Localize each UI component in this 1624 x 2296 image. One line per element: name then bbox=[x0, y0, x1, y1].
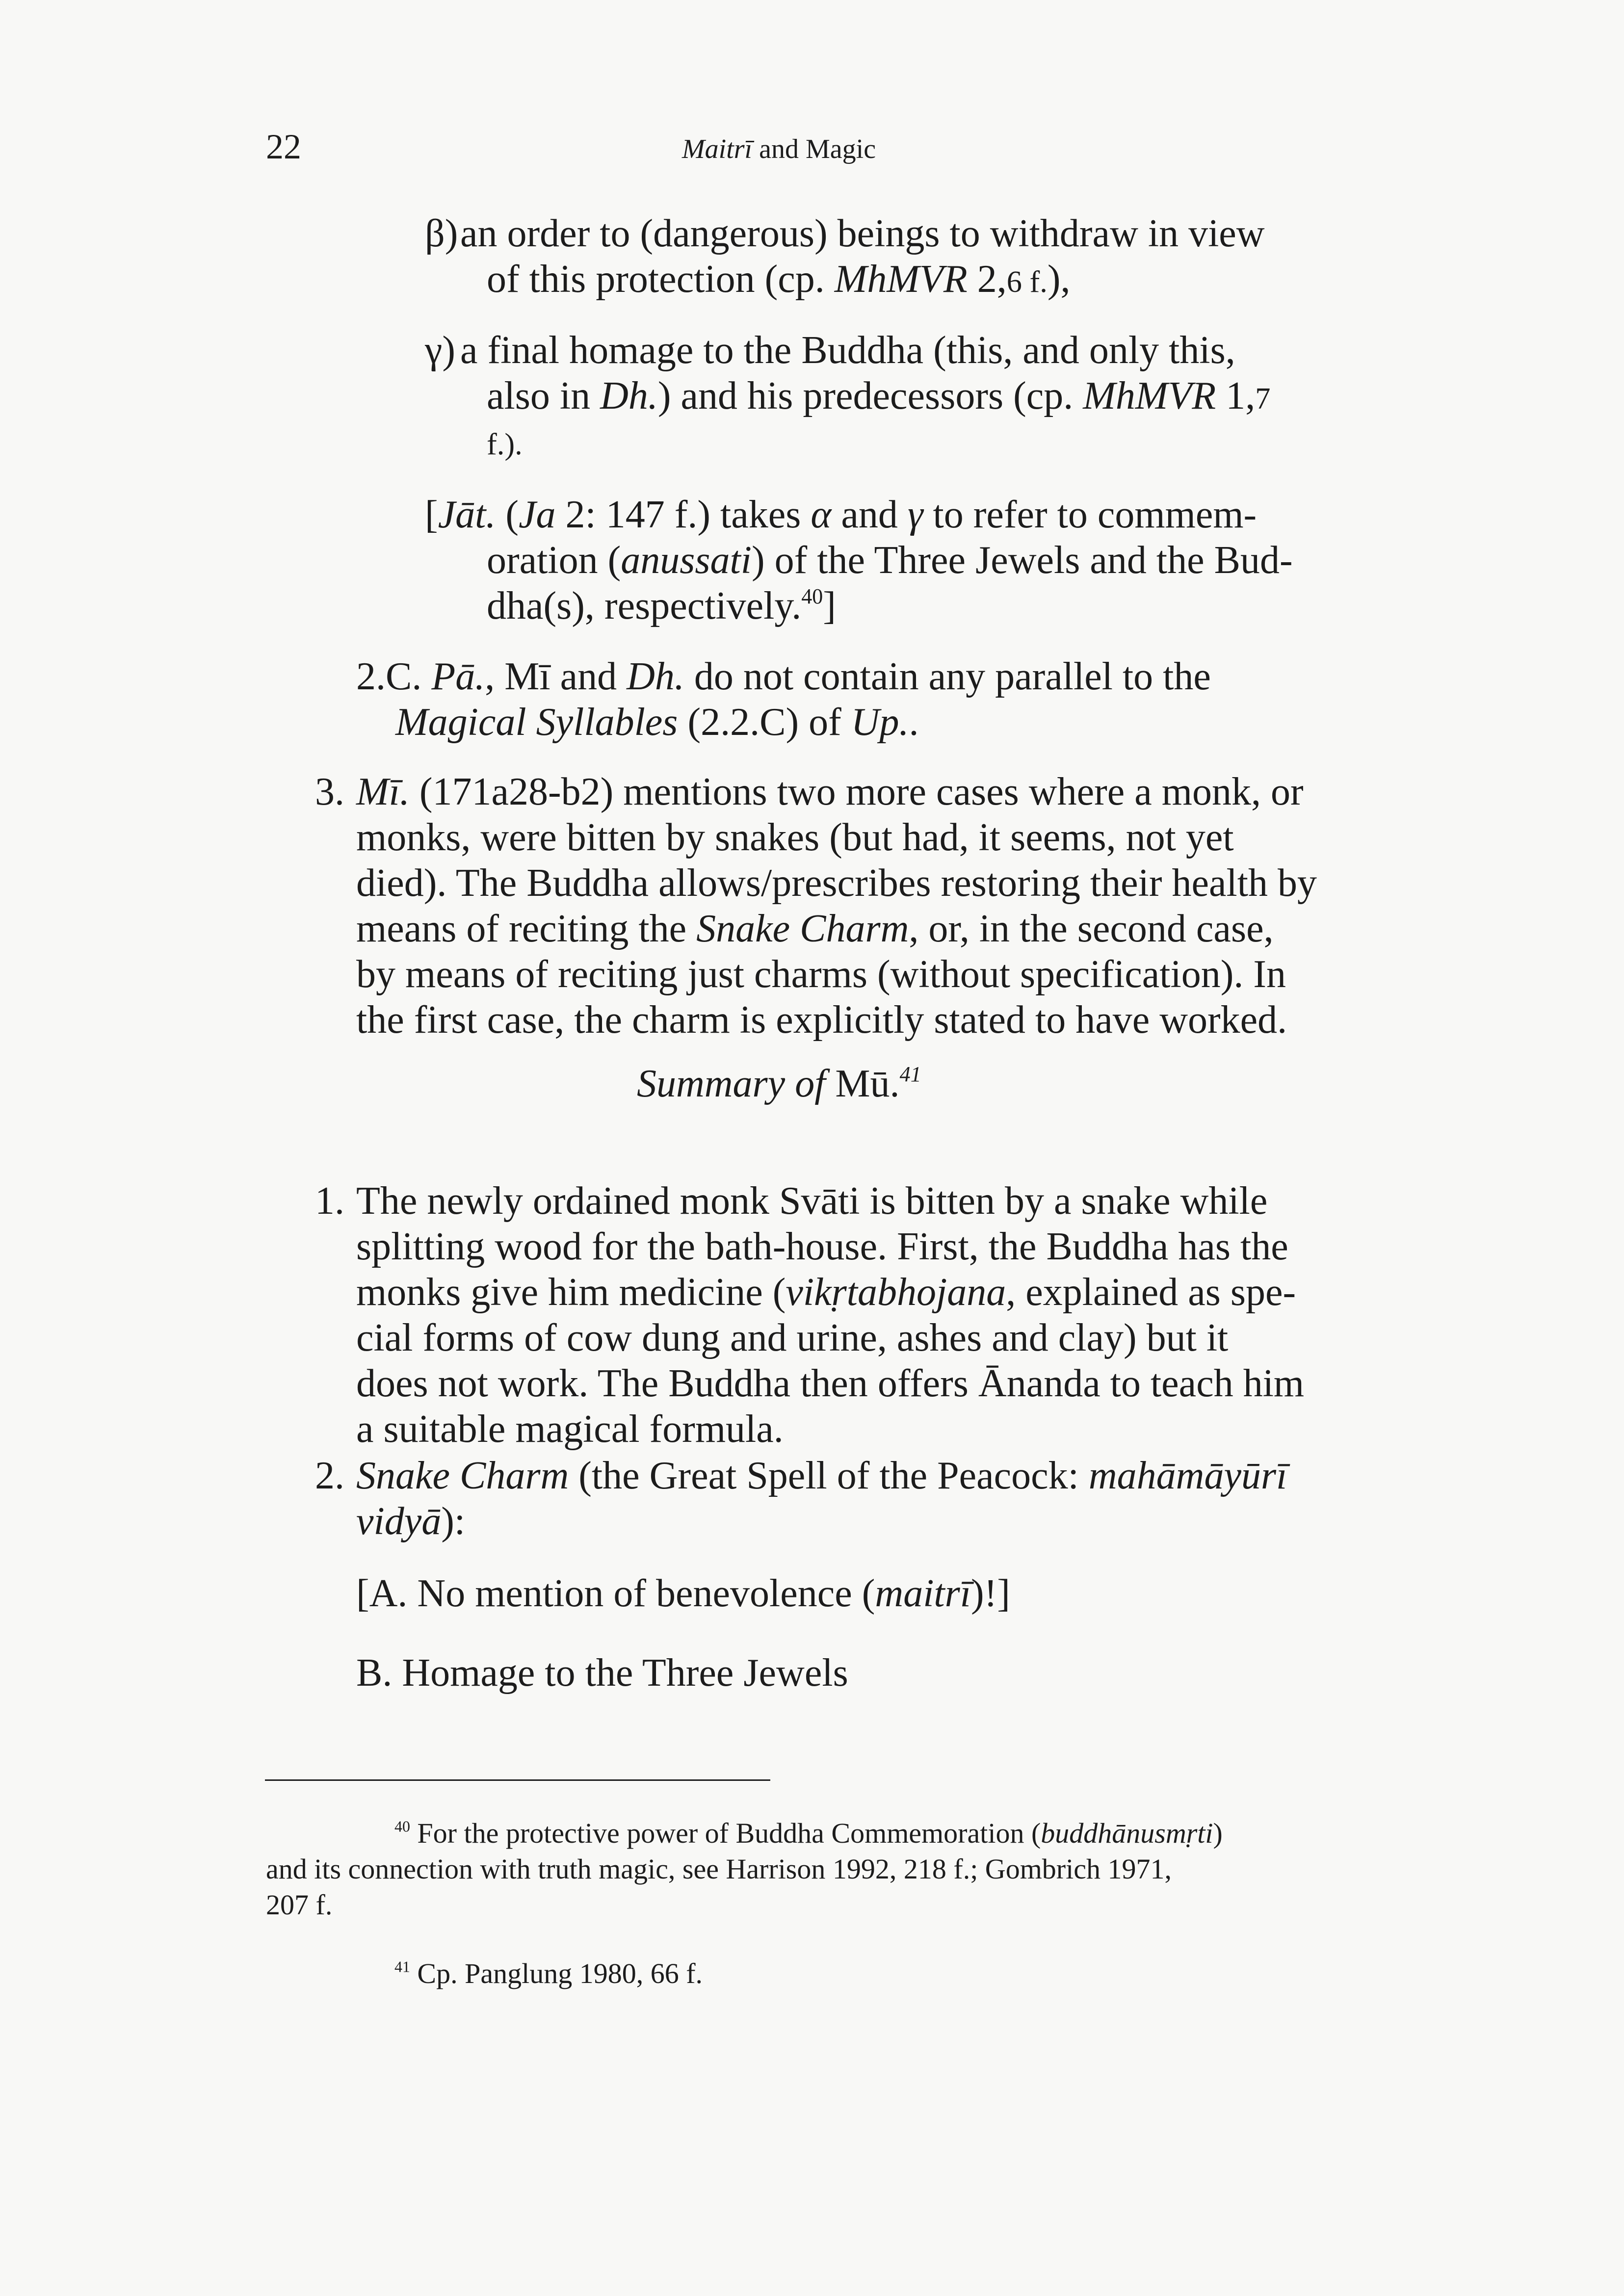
item-3-line-6 bbox=[315, 997, 1317, 1043]
summary-item-1-line-2 bbox=[315, 1224, 1304, 1270]
sub-item-b bbox=[356, 1650, 848, 1696]
text-run: 7 bbox=[1255, 382, 1271, 416]
text-run: , or, in the second case, bbox=[909, 907, 1274, 950]
text-run bbox=[421, 655, 431, 698]
text-run: Cp. Panglung 1980, 66 f. bbox=[410, 1957, 703, 1989]
item-gamma-line-3 bbox=[425, 421, 1270, 467]
text-run: Dh. bbox=[600, 374, 658, 417]
text-run: Mī. bbox=[356, 770, 410, 813]
footnote-41 bbox=[266, 1956, 703, 1991]
footnote-40-number: 40 bbox=[394, 1818, 410, 1835]
jat-note-line-3 bbox=[425, 583, 1293, 629]
text-run: The newly ordained monk Svāti is bitten by a snake while bbox=[356, 1179, 1268, 1223]
sub-item-a bbox=[356, 1571, 1010, 1617]
footnote-ref-41[interactable]: 41 bbox=[899, 1062, 921, 1087]
text-run: 2, bbox=[967, 258, 1007, 301]
text-run: . bbox=[909, 701, 919, 744]
text-run: splitting wood for the bath-house. First, the Buddha has the bbox=[356, 1225, 1288, 1268]
text-run: ), bbox=[1047, 258, 1071, 301]
text-run: mahāmāyūrī bbox=[1088, 1454, 1287, 1497]
summary-item-1-label: 1. bbox=[315, 1179, 344, 1223]
text-run: monks give him medicine ( bbox=[356, 1271, 786, 1314]
text-run: Pā. bbox=[431, 655, 485, 698]
item-beta-text: an order to (dangerous) beings to withdraw in view bbox=[460, 212, 1265, 255]
text-run: cial forms of cow dung and urine, ashes and clay) but it bbox=[356, 1316, 1229, 1359]
footnote-40 bbox=[266, 1815, 1345, 1923]
text-run: a suitable magical formula. bbox=[356, 1408, 784, 1451]
summary-item-1 bbox=[315, 1178, 1304, 1452]
running-title bbox=[682, 133, 876, 165]
text-run: Jāt. bbox=[438, 493, 496, 536]
text-run: MhMVR bbox=[1083, 374, 1216, 417]
item-gamma bbox=[425, 328, 1270, 467]
text-run: Snake Charm bbox=[696, 907, 909, 950]
text-run: ] bbox=[823, 584, 836, 627]
item-3-line-4 bbox=[315, 906, 1317, 952]
text-run: Summary of bbox=[637, 1062, 826, 1105]
section-2c bbox=[356, 654, 1211, 745]
text-run: , explained as spe- bbox=[1006, 1271, 1296, 1314]
text-run: γ bbox=[907, 493, 923, 536]
text-run: Mū. bbox=[825, 1062, 900, 1105]
text-run: ) of the Three Jewels and the Bud- bbox=[751, 539, 1293, 582]
summary-item-2-line-1 bbox=[315, 1453, 1287, 1499]
item-gamma-line-1 bbox=[425, 328, 1270, 373]
text-run: buddhānusmṛti bbox=[1041, 1817, 1213, 1849]
item-gamma-text: a final homage to the Buddha (this, and only this, bbox=[460, 329, 1235, 372]
text-run: [A. No mention of benevolence ( bbox=[356, 1572, 875, 1615]
text-run: Up. bbox=[851, 701, 909, 744]
running-title-rest: and Magic bbox=[752, 134, 876, 164]
summary-item-1-line-4 bbox=[315, 1315, 1304, 1361]
item-3-line-5 bbox=[315, 952, 1317, 997]
text-run: and bbox=[831, 493, 908, 536]
text-run: (2.2.C) of bbox=[678, 701, 851, 744]
jat-note bbox=[425, 492, 1293, 629]
text-run: 207 f. bbox=[266, 1889, 333, 1921]
text-run: 6 f. bbox=[1006, 265, 1048, 299]
text-run: Ja bbox=[519, 493, 556, 536]
text-run: do not contain any parallel to the bbox=[684, 655, 1211, 698]
summary-item-1-line-1 bbox=[315, 1178, 1304, 1224]
text-run: means of reciting the bbox=[356, 907, 697, 950]
text-run: ) and his predecessors (cp. bbox=[657, 374, 1083, 417]
text-run: ): bbox=[441, 1500, 466, 1543]
item-beta-line-2 bbox=[425, 257, 1265, 305]
text-run: Dh. bbox=[627, 655, 684, 698]
text-run: Snake Charm bbox=[356, 1454, 569, 1497]
text-run: anussati bbox=[621, 539, 752, 582]
item-gamma-label: γ) bbox=[425, 329, 455, 372]
page-number: 22 bbox=[266, 127, 301, 166]
summary-item-1-line-3 bbox=[315, 1270, 1304, 1315]
text-run: (171a28-b2) mentions two more cases where a monk, or bbox=[409, 770, 1304, 813]
text-run: ( bbox=[496, 493, 519, 536]
footnote-ref-40[interactable]: 40 bbox=[801, 584, 823, 609]
text-run: (the Great Spell of the Peacock: bbox=[569, 1454, 1089, 1497]
text-run: maitrī bbox=[875, 1572, 971, 1615]
summary-heading bbox=[637, 1062, 921, 1106]
text-run: monks, were bitten by snakes (but had, it seems, not yet bbox=[356, 816, 1234, 859]
text-run: the first case, the charm is explicitly stated to have worked. bbox=[356, 998, 1287, 1042]
item-beta-line-1 bbox=[425, 211, 1265, 257]
text-run: oration ( bbox=[487, 539, 621, 582]
jat-note-line-1 bbox=[425, 492, 1293, 538]
text-run: Magical Syllables bbox=[395, 701, 678, 744]
item-3 bbox=[315, 769, 1317, 1043]
item-beta bbox=[425, 211, 1265, 305]
section-2c-line-1 bbox=[356, 654, 1211, 700]
text-run: f.). bbox=[487, 427, 523, 461]
text-run: B. Homage to the Three Jewels bbox=[356, 1651, 848, 1695]
text-run: vidyā bbox=[356, 1500, 442, 1543]
text-run: For the protective power of Buddha Commemoration ( bbox=[410, 1817, 1041, 1849]
text-run: , Mī and bbox=[485, 655, 627, 698]
summary-item-2-label: 2. bbox=[315, 1454, 344, 1497]
jat-note-line-2 bbox=[425, 538, 1293, 583]
text-run: α bbox=[811, 493, 832, 536]
summary-item-2 bbox=[315, 1453, 1287, 1544]
summary-item-2-line-2 bbox=[315, 1499, 1287, 1544]
section-2c-label: 2.C. bbox=[356, 655, 422, 698]
text-run: by means of reciting just charms (without specification). In bbox=[356, 953, 1286, 996]
item-beta-label: β) bbox=[425, 212, 458, 255]
text-run: 1, bbox=[1216, 374, 1256, 417]
item-3-line-2 bbox=[315, 815, 1317, 861]
text-run: to refer to commem- bbox=[923, 493, 1257, 536]
text-run: 2: 147 f.) takes bbox=[555, 493, 811, 536]
text-run: [ bbox=[425, 493, 438, 536]
text-run: )!] bbox=[971, 1572, 1010, 1615]
summary-item-1-line-5 bbox=[315, 1361, 1304, 1407]
text-run: ) bbox=[1213, 1817, 1223, 1849]
text-run: died). The Buddha allows/prescribes restoring their health by bbox=[356, 861, 1317, 905]
item-3-line-1 bbox=[315, 769, 1317, 815]
item-3-label: 3. bbox=[315, 770, 344, 813]
footnote-divider bbox=[265, 1779, 770, 1781]
item-gamma-line-2 bbox=[425, 373, 1270, 421]
running-title-italic: Maitrī bbox=[682, 134, 753, 164]
text-run: does not work. The Buddha then offers Ānanda to teach him bbox=[356, 1362, 1305, 1405]
section-2c-line-2 bbox=[356, 700, 1211, 745]
text-run: vikṛtabhojana bbox=[786, 1271, 1006, 1314]
text-run: and its connection with truth magic, see Harrison 1992, 218 f.; Gombrich 1971, bbox=[266, 1853, 1172, 1885]
text-run: MhMVR bbox=[834, 258, 968, 301]
footnote-41-number: 41 bbox=[394, 1958, 410, 1976]
item-3-line-3 bbox=[315, 861, 1317, 906]
text-run: also in bbox=[487, 374, 601, 417]
text-run: of this protection (cp. bbox=[487, 258, 835, 301]
summary-item-1-line-6 bbox=[315, 1407, 1304, 1452]
text-run: dha(s), respectively. bbox=[487, 584, 802, 627]
